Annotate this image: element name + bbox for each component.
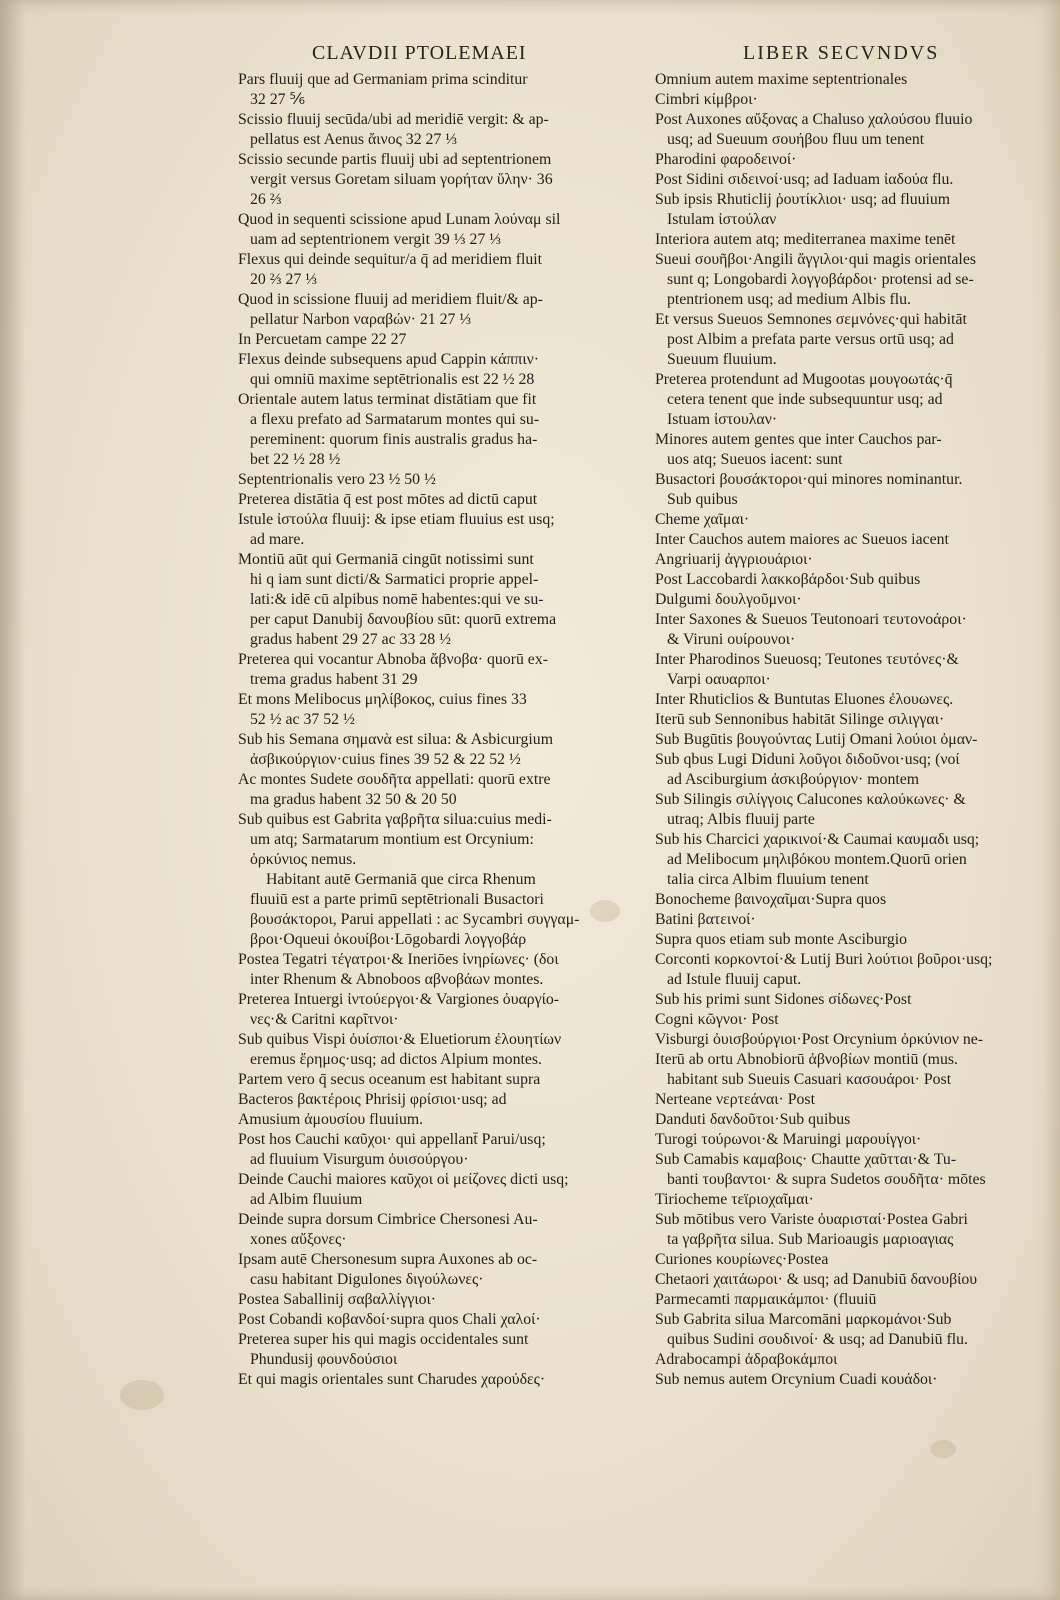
- text-line: ptentrionem usq; ad medium Albis flu.: [667, 291, 911, 308]
- text-line: Septentrionalis vero 23 ½ 50 ½: [238, 471, 436, 488]
- text-line: ad mare.: [250, 531, 305, 548]
- text-line: uos atq; Sueuos iacent: sunt: [667, 451, 843, 468]
- text-line: Sub Camabis καμαβοις· Chautte χαῦτται·& Tu-: [655, 1151, 957, 1168]
- text-line: trema gradus habent 31 29: [250, 671, 418, 688]
- text-line: 26 ⅔: [250, 191, 282, 208]
- text-line: casu habitant Digulones διγούλωνες·: [250, 1271, 484, 1288]
- text-line: ad Asciburgium ἀσκιβούργιον· montem: [667, 771, 920, 788]
- text-line: bet 22 ½ 28 ½: [250, 451, 341, 468]
- text-line: Post hos Cauchi καῦχοι· qui appellant̄ Parui/usq;: [238, 1131, 546, 1148]
- text-line: vergit versus Goretam siluam γορήταν ὕλην· 36: [250, 171, 553, 188]
- text-line: Sueuum fluuium.: [667, 351, 777, 368]
- text-line: Sub his Charcici χαρικινοί·& Caumai καυμαδι usq;: [655, 831, 980, 848]
- text-line: Supra quos etiam sub monte Asciburgio: [655, 931, 908, 948]
- text-line: pellatus est Aenus ἄινος 32 27 ⅓: [250, 131, 458, 148]
- text-line: Scissio secunde partis fluuij ubi ad septentrionem: [238, 151, 552, 168]
- text-line: Inter Rhuticlios & Buntutas Eluones ἐλουωνες.: [655, 691, 954, 708]
- text-line: Ipsam autē Chersonesum supra Auxones ab oc-: [238, 1251, 538, 1268]
- text-line: Deinde Cauchi maiores καῦχοι οἱ μείζονες dicti usq;: [238, 1171, 569, 1188]
- text-line: fluuiū est a parte primū septētrionali Busactori: [250, 891, 544, 908]
- text-line: Postea Tegatri τέγατροι·& Ineriōes ἰνηρίωνες· (δοι: [238, 951, 559, 968]
- text-line: Cheme χαῖμαι·: [655, 511, 750, 528]
- text-line: Curiones κουρίωνες·Postea: [655, 1251, 829, 1268]
- text-line: hi q iam sunt dicti/& Sarmatici proprie appel-: [250, 571, 539, 588]
- text-line: Post Sidini σιδεινοί·usq; ad Iaduam ἰαδούα flu.: [655, 171, 954, 188]
- text-line: Sub quibus: [667, 491, 738, 508]
- text-line: ad Istule fluuij caput.: [667, 971, 802, 988]
- text-line: cetera tenent que inde subsequuntur usq; ad: [667, 391, 943, 408]
- text-line: Cogni κῶγνοι· Post: [655, 1011, 779, 1028]
- text-line: Amusium ἀμουσίου fluuium.: [238, 1111, 424, 1128]
- text-line: Preterea super his qui magis occidentales sunt: [238, 1331, 529, 1348]
- running-head-left: CLAVDII PTOLEMAEI: [312, 42, 527, 64]
- text-line: Quod in scissione fluuij ad meridiem fluit/& ap-: [238, 291, 543, 308]
- text-line: Sub quibus est Gabrita γαβρῆτα silua:cuius medi-: [238, 811, 552, 828]
- text-line: Varpi οαυαρποι·: [667, 671, 771, 688]
- text-line: Habitant autē Germaniā que circa Rhenum: [266, 871, 536, 888]
- text-line: Sub Silingis σιλίγγοις Calucones καλούκωνες· &: [655, 791, 966, 808]
- text-line: Phundusij φουνδούσιοι: [250, 1351, 398, 1368]
- text-line: Interiora autem atq; mediterranea maxime tenēt: [655, 231, 956, 248]
- text-line: a flexu prefato ad Sarmatarum montes qui su-: [250, 411, 540, 428]
- text-line: βροι·Oqueui ὀκουίβοι·Lōgobardi λογγοβάρ: [250, 931, 527, 948]
- text-line: Turogi τούρωνοι·& Maruingi μαρουίγγοι·: [655, 1131, 922, 1148]
- text-line: Sueui σουῆβοι·Angili ἄγγιλοι·qui magis orientales: [655, 251, 976, 268]
- text-line: pellatur Narbon ναραβών· 21 27 ⅓: [250, 311, 472, 328]
- text-line: Sub Bugūtis βουγούντας Lutij Omani λούιοι ὀμαν-: [655, 731, 978, 748]
- text-line: gradus habent 29 27 ac 33 28 ½: [250, 631, 451, 648]
- text-line: βουσάκτοροι, Parui appellati : ac Sycambri συγγαμ-: [250, 911, 580, 928]
- text-line: Iterū ab ortu Abnobiorū ἀβνοβίων montiū (mus.: [655, 1051, 958, 1068]
- text-line: utraq; Albis fluuij parte: [667, 811, 815, 828]
- text-line: ἀσβικούργιον·cuius fines 39 52 & 22 52 ½: [250, 751, 521, 768]
- text-line: Istulam ἰστούλαν: [667, 211, 777, 228]
- text-line: Flexus qui deinde sequitur/a q̄ ad meridiem fluit: [238, 251, 543, 268]
- text-line: Sub mōtibus vero Variste ὀυαρισταί·Postea Gabri: [655, 1211, 968, 1228]
- text-line: Inter Saxones & Sueuos Teutonoari τευτονοάροι·: [655, 611, 967, 628]
- text-line: Preterea qui vocantur Abnoba ἄβνοβα· quorū ex-: [238, 651, 548, 668]
- text-line: Preterea distātia q̄ est post mōtes ad dictū caput: [238, 491, 538, 508]
- text-line: Et qui magis orientales sunt Charudes χαρούδες·: [238, 1371, 546, 1388]
- text-line: ad Albim fluuium: [250, 1191, 363, 1208]
- text-line: uam ad septentrionem vergit 39 ⅓ 27 ⅓: [250, 231, 502, 248]
- text-line: Et mons Melibocus μηλίβοκος, cuius fines 33: [238, 691, 527, 708]
- text-line: Postea Saballinij σαβαλλίγγιοι·: [238, 1291, 436, 1308]
- text-line: xones αὔξονες·: [250, 1231, 347, 1248]
- text-line: Corconti κορκοντοί·& Lutij Buri λούτιοι βοῦροι·usq;: [655, 951, 993, 968]
- text-line: Cimbri κίμβροι·: [655, 91, 758, 108]
- text-line: Pars fluuij que ad Germaniam prima scinditur: [238, 71, 528, 88]
- text-line: Sub his Semana σημανὰ est silua: & Asbicurgium: [238, 731, 553, 748]
- text-line: Adrabocampi ἀδραβοκάμποι: [655, 1351, 838, 1368]
- text-line: usq; ad Sueuum σουήβου fluu um tenent: [667, 131, 925, 148]
- text-line: qui omniū maxime septētrionalis est 22 ½ 28: [250, 371, 535, 388]
- text-line: eremus ἔρημος·usq; ad dictos Alpium montes.: [250, 1051, 542, 1068]
- text-line: Istule ἰστούλα fluuij: & ipse etiam fluuius est usq;: [238, 511, 555, 528]
- text-line: & Viruni ουίρουνοι·: [667, 631, 796, 648]
- text-line: Inter Pharodinos Sueuosq; Teutones τευτόνες·&: [655, 651, 959, 668]
- text-line: 20 ⅔ 27 ⅓: [250, 271, 318, 288]
- text-line: ma gradus habent 32 50 & 20 50: [250, 791, 457, 808]
- text-line: quibus Sudini σουδινοί· & usq; ad Danubiū flu.: [667, 1331, 968, 1348]
- text-line: Istuam ἰστουλαν·: [667, 411, 778, 428]
- text-line: Bacteros βακτέροις Phrisij φρίσιοι·usq; ad: [238, 1091, 507, 1108]
- text-line: Pharodini φαροδεινοί·: [655, 151, 797, 168]
- text-line: Batini βατεινοί·: [655, 911, 756, 928]
- text-line: 32 27 ⅚: [250, 91, 305, 108]
- text-line: Inter Cauchos autem maiores ac Sueuos iacent: [655, 531, 949, 548]
- left-text-column: [238, 70, 610, 1390]
- text-line: Preterea Intuergi ἰντούεργοι·& Vargiones ὀυαργίο-: [238, 991, 560, 1008]
- right-text-column: [655, 70, 1010, 1390]
- text-line: Deinde supra dorsum Cimbrice Chersonesi Au-: [238, 1211, 538, 1228]
- text-line: Ac montes Sudete σουδῆτα appellati: quorū extre: [238, 771, 551, 788]
- text-line: Iterū sub Sennonibus habitāt Silinge σιλιγγαι·: [655, 711, 945, 728]
- text-line: Sub Gabrita silua Marcomāni μαρκομάνοι·Sub: [655, 1311, 952, 1328]
- text-line: Sub quibus Vispi ὀυίσποι·& Eluetiorum ἐλουητίων: [238, 1031, 562, 1048]
- text-line: talia circa Albim fluuium tenent: [667, 871, 869, 888]
- text-line: ὀρκύνιος nemus.: [250, 851, 357, 868]
- text-line: post Albim a prefata parte versus ortū usq; ad: [667, 331, 954, 348]
- text-line: Sub qbus Lugi Diduni λοῦγοι διδοῦνοι·usq; (νοί: [655, 751, 960, 768]
- text-line: Bonocheme βαινοχαῖμαι·Supra quos: [655, 891, 887, 908]
- text-line: Flexus deinde subsequens apud Cappin κάππιν·: [238, 351, 539, 368]
- text-line: Scissio fluuij secūda/ubi ad meridiē vergit: & ap-: [238, 111, 549, 128]
- text-line: Angriuarij ἀγγριουάριοι·: [655, 551, 813, 568]
- text-line: um atq; Sarmatarum montium est Orcynium:: [250, 831, 534, 848]
- text-line: Danduti δανδοῦτοι·Sub quibus: [655, 1111, 851, 1128]
- text-line: Montiū aūt qui Germaniā cingūt notissimi sunt: [238, 551, 534, 568]
- text-line: Post Laccobardi λακκοβάρδοι·Sub quibus: [655, 571, 921, 588]
- text-line: Visburgi ὀυισβούργιοι·Post Orcynium ὀρκύνιον ne-: [655, 1031, 984, 1048]
- page-gutter-shadow: [0, 0, 26, 1600]
- paper-stain: [930, 1440, 956, 1458]
- text-line: Parmecamti παρμαικάμποι· (fluuiū: [655, 1291, 877, 1308]
- text-line: Sub ipsis Rhuticlij ῥουτίκλιοι· usq; ad fluuium: [655, 191, 951, 208]
- text-line: 52 ½ ac 37 52 ½: [250, 711, 355, 728]
- text-line: Partem vero q̄ secus oceanum est habitant supra: [238, 1071, 541, 1088]
- text-line: Sub nemus autem Orcynium Cuadi κουάδοι·: [655, 1371, 938, 1388]
- text-line: banti τουβαντοι· & supra Sudetos σουδῆτα· mōtes: [667, 1171, 986, 1188]
- text-line: Post Auxones αὔξονας a Chaluso χαλούσου fluuio: [655, 111, 973, 128]
- text-line: inter Rhenum & Abnoboos αβνοβάων montes.: [250, 971, 544, 988]
- text-line: Chetaori χαιτάωροι· & usq; ad Danubiū δανουβίου: [655, 1271, 978, 1288]
- text-line: Minores autem gentes que inter Cauchos par-: [655, 431, 942, 448]
- text-line: ad fluuium Visurgum ὀυισούργου·: [250, 1151, 469, 1168]
- text-line: Orientale autem latus terminat distātiam que fit: [238, 391, 537, 408]
- text-line: Post Cobandi κοβανδοί·supra quos Chali χαλοί·: [238, 1311, 541, 1328]
- text-line: Et versus Sueuos Semnones σεμνόνες·qui habitāt: [655, 311, 967, 328]
- text-line: pereminent: quorum finis australis gradus ha-: [250, 431, 538, 448]
- text-line: In Percuetam campe 22 27: [238, 331, 407, 348]
- text-line: ta γαβρῆτα silua. Sub Marioaugis μαριοαγιας: [667, 1231, 954, 1248]
- text-line: Quod in sequenti scissione apud Lunam λούναμ sil: [238, 211, 561, 228]
- text-line: Tiriocheme τεϊριοχαῖμαι·: [655, 1191, 814, 1208]
- text-line: Preterea protendunt ad Mugootas μουγοωτάς·q̄: [655, 371, 953, 388]
- paper-stain: [120, 1380, 164, 1410]
- text-line: νες·& Caritni καρῖτνοι·: [250, 1011, 399, 1028]
- text-line: Busactori βουσάκτοροι·qui minores nominantur.: [655, 471, 963, 488]
- text-line: lati:& idē cū alpibus nomē habentes:qui ve su-: [250, 591, 544, 608]
- text-line: habitant sub Sueuis Casuari κασουάροι· Post: [667, 1071, 952, 1088]
- text-line: sunt q; Longobardi λογγοβάρδοι· protensi ad se-: [667, 271, 974, 288]
- text-line: per caput Danubij δανουβίου sūt: quorū extrema: [250, 611, 557, 628]
- text-line: Sub his primi sunt Sidones σίδωνες·Post: [655, 991, 912, 1008]
- text-line: ad Melibocum μηλιβόκου montem.Quorū orien: [667, 851, 967, 868]
- running-head-right: LIBER SECVNDVS: [743, 42, 940, 64]
- text-line: Dulgumi δουλγοῦμνοι·: [655, 591, 802, 608]
- text-line: Omnium autem maxime septentrionales: [655, 71, 908, 88]
- text-line: Nerteane νερτεάναι· Post: [655, 1091, 815, 1108]
